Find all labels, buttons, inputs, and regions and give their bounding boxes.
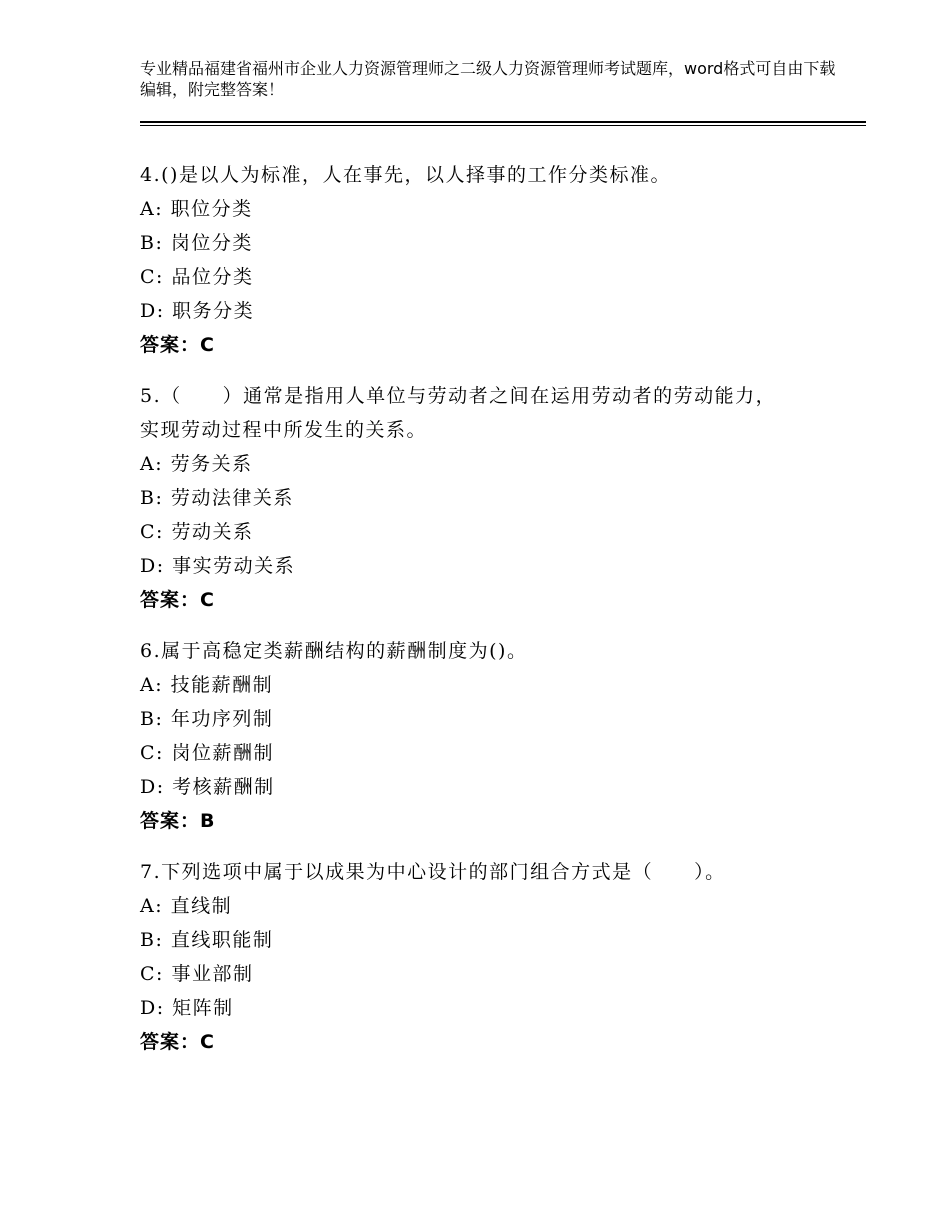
header-rule-bottom xyxy=(140,125,866,126)
option-b: B: 年功序列制 xyxy=(140,708,274,730)
option-a: A: 直线制 xyxy=(140,895,233,917)
option-b: B: 岗位分类 xyxy=(140,232,253,254)
option-d: D: 矩阵制 xyxy=(140,997,234,1019)
option-c: C: 岗位薪酬制 xyxy=(140,742,274,764)
answer-label: 答案：C xyxy=(140,589,215,611)
answer-label: 答案：C xyxy=(140,1031,215,1053)
option-c: C: 劳动关系 xyxy=(140,521,254,543)
question-4 xyxy=(140,158,860,362)
document-header: 专业精品福建省福州市企业人力资源管理师之二级人力资源管理师考试题库，word格式可自由下载编辑，附完整答案！ xyxy=(140,59,836,99)
option-a: A: 职位分类 xyxy=(140,198,253,220)
question-stem: 4.()是以人为标准，人在事先，以人择事的工作分类标准。 xyxy=(140,164,671,186)
question-stem: 7.下列选项中属于以成果为中心设计的部门组合方式是（ ）。 xyxy=(140,861,726,883)
option-a: A: 劳务关系 xyxy=(140,453,253,475)
option-d: D: 考核薪酬制 xyxy=(140,776,275,798)
question-list xyxy=(140,158,860,1076)
option-b: B: 劳动法律关系 xyxy=(140,487,294,509)
question-6 xyxy=(140,634,860,838)
question-5 xyxy=(140,379,860,617)
option-a: A: 技能薪酬制 xyxy=(140,674,274,696)
option-d: D: 职务分类 xyxy=(140,300,255,322)
option-d: D: 事实劳动关系 xyxy=(140,555,296,577)
question-7 xyxy=(140,855,860,1059)
answer-label: 答案：C xyxy=(140,334,215,356)
answer-label: 答案：B xyxy=(140,810,216,832)
question-stem: 5.（ ）通常是指用人单位与劳动者之间在运用劳动者的劳动能力，实现劳动过程中所发生的关系。 xyxy=(140,385,777,441)
header-rule-top xyxy=(140,121,866,123)
option-b: B: 直线职能制 xyxy=(140,929,274,951)
option-c: C: 事业部制 xyxy=(140,963,254,985)
question-stem: 6.属于高稳定类薪酬结构的薪酬制度为()。 xyxy=(140,640,528,662)
option-c: C: 品位分类 xyxy=(140,266,254,288)
